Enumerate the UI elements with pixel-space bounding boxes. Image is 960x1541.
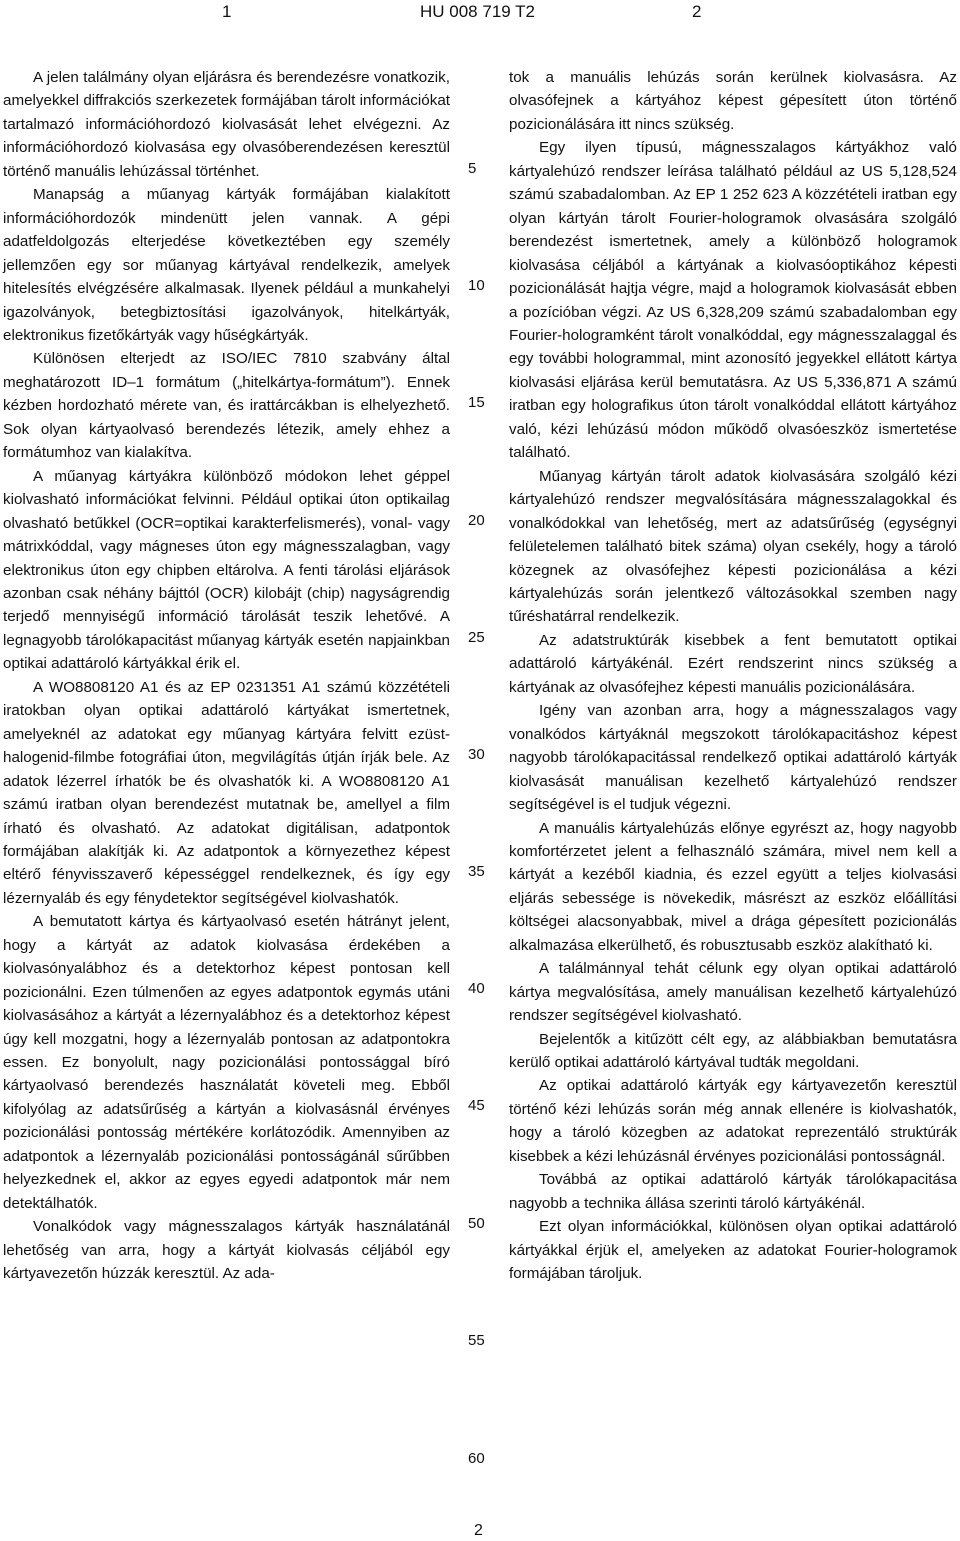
- paragraph: A találmánnyal tehát célunk egy olyan optikai adattároló kártya megvalósítása, amely manuálisan kezelhető kártyalehúzó rendszer segítségével kiolvasható.: [509, 960, 957, 1025]
- paragraph: Továbbá az optikai adattároló kártyák tárolókapacitása nagyobb a technika állása szerinti tároló kártyákénál.: [509, 1171, 957, 1212]
- header-document-id: HU 008 719 T2: [420, 2, 535, 21]
- paragraph: Ezt olyan információkkal, különösen olyan optikai adattároló kártyákkal érjük el, amelyeken az adatokat Fourier-hologramok formájában tároljuk.: [509, 1218, 957, 1283]
- left-text-column: [3, 66, 450, 1286]
- header-left-page-number: 1: [222, 2, 232, 21]
- paragraph: A jelen találmány olyan eljárásra és berendezésre vonatkozik, amelyekkel diffrakciós szerkezetek formájában tárolt információkat tartalmazó információhordozó kiolvasását lehet elvégezni. Az információhordozó kiolvasása egy olvasóberendezésen keresztül történő manuális lehúzással történhet.: [3, 69, 450, 180]
- paragraph: Egy ilyen típusú, mágnesszalagos kártyákhoz való kártyalehúzó rendszer leírása található például az US 5,128,524 számú szabadalomban. Az EP 1 252 623 A közzétételi iratban egy olyan kártyán tárolt Fourier-hologramok olvasására szolgáló berendezést ismertetnek, amely a különböző hologramok kiolvasása céljából a kártyának a kiolvasóoptikához képesti pozicionálását hajtja végre, majd a hologramok kiolvasását ebben a pozícióban végzi. Az US 6,328,209 számú szabadalomban egy Fourier-hologramként tárolt vonalkóddal, egy mágnesszalaggal és egy további hologrammal, mint azonosító jegyekkel ellátott kártya kiolvasási eljárása kerül bemutatásra. Az US 5,336,871 A számú iratban egy holografikus úton tárolt vonalkóddal ellátott kártyához való, kézi lehúzású módon működő olvasóeszköz ismertetése található.: [509, 139, 957, 462]
- paragraph: Manapság a műanyag kártyák formájában kialakított információhordozók mindenütt jelen vannak. A gépi adatfeldolgozás elterjedése következtében egy személy jellemzően egy sor műanyag kártyával rendelkezik, amelyek hitelesítés elvégzésére alkalmasak. Ilyenek például a munkahelyi igazolványok, betegbiztosítási igazolványok, hitelkártyák, elektronikus fizetőkártyák vagy hűségkártyák.: [3, 186, 450, 344]
- paragraph: Vonalkódok vagy mágnesszalagos kártyák használatánál lehetőség van arra, hogy a kártyát kiolvasás céljából egy kártyavezetőn húzzák keresztül. Az ada-: [3, 1218, 450, 1283]
- line-number: 45: [468, 1097, 485, 1114]
- footer-page-number: 2: [474, 1522, 483, 1539]
- line-number: 20: [468, 512, 485, 529]
- paragraph: Az optikai adattároló kártyák egy kártyavezetőn keresztül történő kézi lehúzás során még annak ellenére is kiolvashatók, hogy a tároló közegben az adatokat reprezentáló struktúrák kisebbek a kézi lehúzásnál érvényes pozicionálási pontosságnál.: [509, 1077, 957, 1165]
- line-number: 30: [468, 746, 485, 763]
- paragraph: A műanyag kártyákra különböző módokon lehet géppel kiolvasható információkat felvinni. Például optikai úton optikailag olvasható betűkkel (OCR=optikai karakterfelismerés), vonal- vagy mátrixkóddal, vagy mágneses úton egy mágnesszalagban, vagy elektronikus úton egy chipben eltárolva. A fenti tárolási eljárások azonban csak néhány bájttól (OCR) kilobájt (chip) nagyságrendig terjedő mennyiségű információ tárolását teszik lehetővé. A legnagyobb tárolókapacitást műanyag kártyák esetén napjainkban optikai adattároló kártyákkal érik el.: [3, 467, 450, 673]
- paragraph: A manuális kártyalehúzás előnye egyrészt az, hogy nagyobb komfortérzetet jelent a felhasználó számára, mivel nem kell a kártyát a kezéből kiadnia, és ezzel együtt a teljes kiolvasási eljárás sebessége is növekedik, másrészt az eszköz előállítási költségei alacsonyabbak, mivel a drága gépesített pozicionálás alkalmazása elkerülhető, és robusztusabb eszköz alakítható ki.: [509, 819, 957, 954]
- line-number: 15: [468, 394, 485, 411]
- paragraph: Bejelentők a kitűzött célt egy, az alábbiakban bemutatásra kerülő optikai adattároló kártyával tudták megoldani.: [509, 1030, 957, 1072]
- line-number: 60: [468, 1450, 485, 1467]
- page-header: [0, 0, 960, 30]
- paragraph: A bemutatott kártya és kártyaolvasó esetén hátrányt jelent, hogy a kártyát az adatok kiolvasása érdekében a kiolvasónyalábhoz és a detektorhoz képest pontosan kell pozicionálni. Ezen túlmenően az egyes adatpontok egymás utáni kiolvasásához a kártyát a lézernyalábhoz és a detektorhoz képest úgy kell mozgatni, hogy a lézernyaláb pontosan az adatpontokra essen. Ez bonyolult, nagy pozicionálási pontossággal bíró kártyaolvasó berendezés használatát követeli meg. Ebből kifolyólag az adatsűrűség a kártyán a kiolvasásnál érvényes pozicionálási pontosság mértékére korlátozódik. Amennyiben az adatpontok a lézernyaláb pozicionálási pontosságánál sűrűbben helyezkednek el, akkor az egyes egyedi adatpontok már nem detektálhatók.: [3, 913, 450, 1212]
- line-number: 25: [468, 629, 485, 646]
- header-right-page-number: 2: [692, 2, 702, 21]
- paragraph-continuation: tok a manuális lehúzás során kerülnek kiolvasásra. Az olvasófejnek a kártyához képest gépesített úton történő pozicionálására itt nincs szükség.: [509, 69, 957, 133]
- paragraph: Az adatstruktúrák kisebbek a fent bemutatott optikai adattároló kártyákénál. Ezért rendszerint nincs szükség a kártyának az olvasófejhez képesti manuális pozicionálására.: [509, 631, 957, 696]
- line-number: 35: [468, 863, 485, 880]
- paragraph: A WO8808120 A1 és az EP 0231351 A1 számú közzétételi iratokban olyan optikai adattároló kártyákat ismertetnek, amelyeknél az adatokat egy műanyag kártyára felvitt ezüst-halogenid-filmbe fotográfiai úton, megvilágítás útján írják bele. Az adatok lézerrel írhatók be és olvashatók ki. A WO8808120 A1 számú iratban olyan berendezést mutatnak be, amellyel a film írható és olvasható. Az adatokat digitálisan, adatpontok formájában alakítják ki. Az adatpontok a környezethez képest eltérő fényvisszaverő képességgel rendelkeznek, és így egy lézernyaláb és egy fénydetektor segítségével kiolvashatók.: [3, 678, 450, 907]
- paragraph: Különösen elterjedt az ISO/IEC 7810 szabvány által meghatározott ID–1 formátum („hitelkártya-formátum”). Ennek kézben hordozható mérete van, és irattárcákban is elhelyezhető. Sok olyan kártyaolvasó berendezés létezik, amely ehhez a formátumhoz van kialakítva.: [3, 350, 450, 462]
- line-number: 10: [468, 277, 485, 294]
- line-number: 55: [468, 1332, 485, 1349]
- line-number: 5: [468, 160, 477, 177]
- paragraph: Igény van azonban arra, hogy a mágnesszalagos vagy vonalkódos kártyáknál megszokott tárolókapacitáshoz képest nagyobb tárolókapacitással rendelkező optikai adattároló kártyák kiolvasását manuálisan kezelhető kártyalehúzó rendszer segítségével is el tudjuk végezni.: [509, 702, 957, 814]
- line-number: 50: [468, 1215, 485, 1232]
- line-number: 40: [468, 980, 485, 997]
- paragraph: Műanyag kártyán tárolt adatok kiolvasására szolgáló kézi kártyalehúzó rendszer megvalósítására mágnesszalagokkal és vonalkódokkal van lehetőség, mert az adatsűrűség (egységnyi felületelemen található bitek száma) olyan csekély, hogy a tároló közegnek az olvasófejhez képesti pozicionálása a kézi kártyalehúzás során jelentkező változásokkal szemben nagy tűréshatárral rendelkezik.: [509, 467, 957, 626]
- right-text-column: [509, 66, 957, 1286]
